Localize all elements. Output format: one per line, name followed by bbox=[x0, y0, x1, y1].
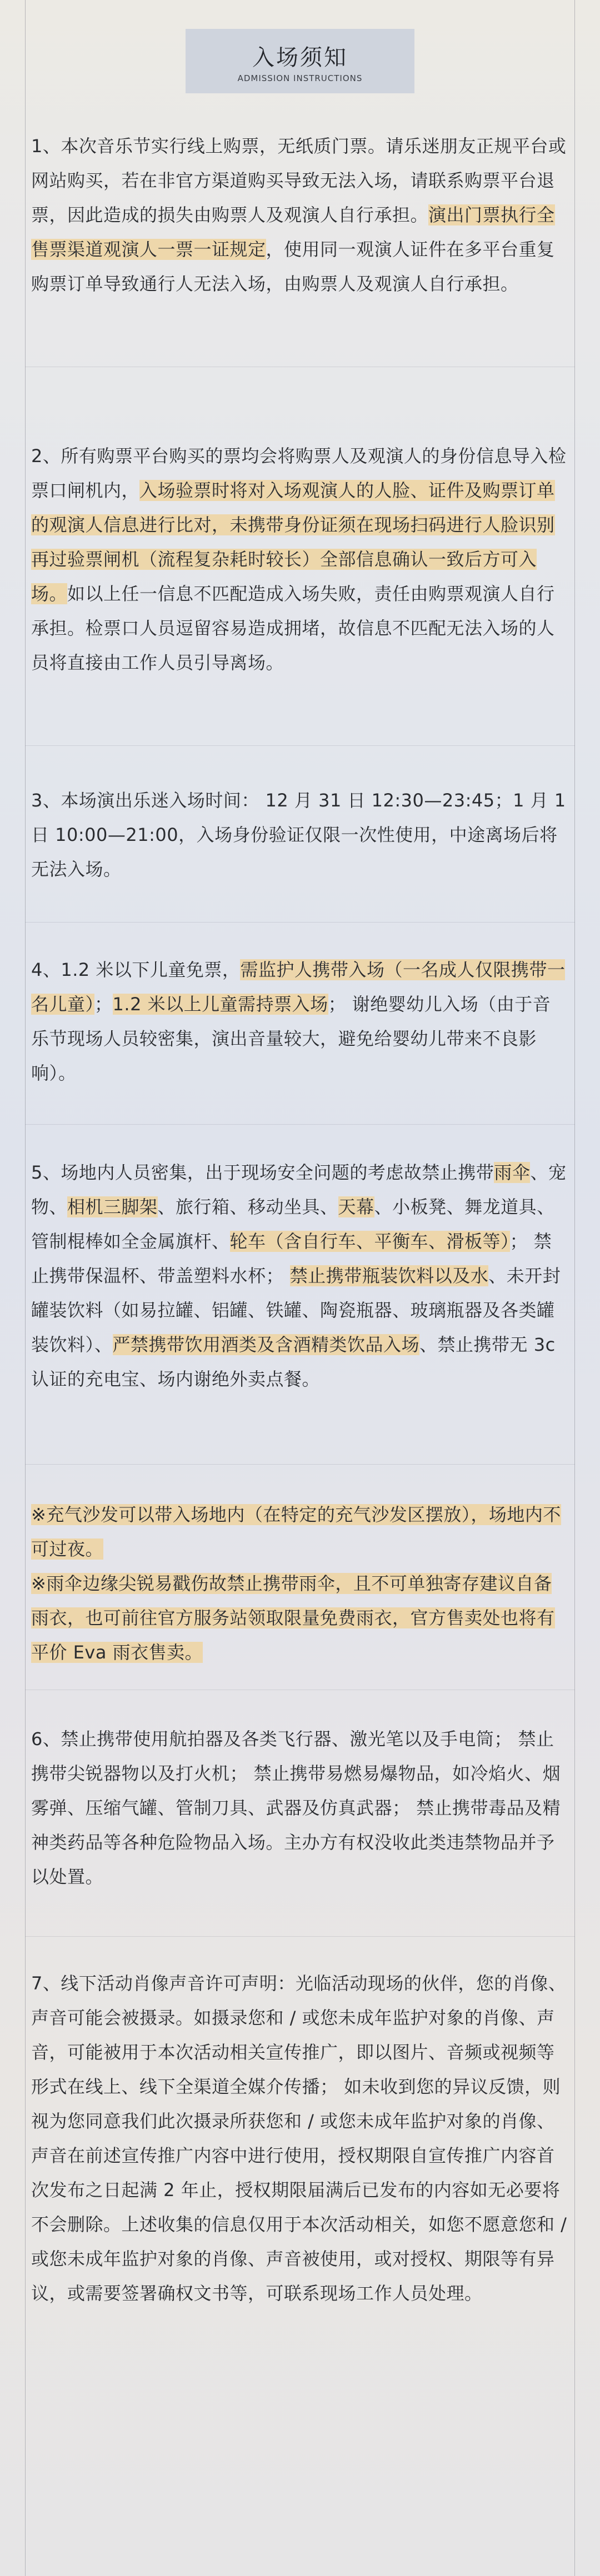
body-text: 2、所有购票平台购买的票均会将购票人及观演人的身份信息导入检票口闸机内， bbox=[31, 445, 567, 501]
highlighted-text: 需监护人携带入场（一名成人仅限携带一名儿童） bbox=[31, 959, 566, 1015]
highlighted-text: 严禁携带饮用酒类及含酒精类饮品入场 bbox=[112, 1334, 420, 1355]
section-divider bbox=[25, 1124, 575, 1125]
rule-portrait-rights bbox=[31, 1966, 567, 2311]
rule-prohibited-items bbox=[31, 1155, 567, 1396]
body-text: 5、场地内人员密集，出于现场安全问题的考虑故禁止携带 bbox=[31, 1162, 494, 1183]
highlighted-text: 雨伞 bbox=[494, 1162, 531, 1183]
highlighted-text: 禁止携带瓶装饮料以及水 bbox=[289, 1265, 489, 1286]
body-text: 、宠物、 bbox=[31, 1162, 567, 1217]
page-title: 入场须知 bbox=[252, 45, 348, 71]
section-divider bbox=[25, 1464, 575, 1465]
rule-entry-time bbox=[31, 783, 567, 886]
body-text: ； 谢绝婴幼儿入场（由于音乐节现场人员较密集，演出音量较大，避免给婴幼儿带来不良影响）。 bbox=[31, 994, 551, 1084]
highlighted-text: 入场验票时将对入场观演人的人脸、证件及购票订单的观演人信息进行比对，未携带身份证须在现场扫码进行人脸识别再过验票闸机（流程复杂耗时较长）全部信息确认一致后方可入场。 bbox=[31, 480, 555, 604]
rule-identity-verification bbox=[31, 439, 567, 680]
highlighted-text: ※雨伞边缘尖锐易戳伤故禁止携带雨伞，且不可单独寄存建议自备雨衣，也可前往官方服务站领取限量免费雨衣，官方售卖处也将有平价 Eva 雨衣售卖。 bbox=[31, 1573, 555, 1663]
rule-children-policy bbox=[31, 953, 567, 1090]
title-banner bbox=[186, 29, 414, 93]
body-text: ； 禁止携带保温杯、带盖塑料水杯； bbox=[31, 1231, 552, 1286]
highlighted-text: 演出门票执行全售票渠道观演人一票一证规定 bbox=[31, 204, 555, 260]
body-text: 3、本场演出乐迷入场时间： 12 月 31 日 12:30—23:45；1 月 1 日 10:00—21:00，入场身份验证仅限一次性使用，中途离场后将无法入场。 bbox=[31, 790, 566, 880]
body-text: ，使用同一观演人证件在多平台重复购票订单导致通行人无法入场，由购票人及观演人自行承担。 bbox=[31, 239, 555, 294]
highlighted-text: 天幕 bbox=[338, 1196, 374, 1217]
body-text: 、禁止携带无 3c 认证的充电宝、场内谢绝外卖点餐。 bbox=[31, 1334, 556, 1390]
note-inflatable-sofa bbox=[31, 1497, 567, 1566]
body-text: ； bbox=[94, 994, 113, 1015]
body-text: 、旅行箱、移动坐具、 bbox=[157, 1196, 338, 1217]
highlighted-text: 1.2 米以上儿童需持票入场 bbox=[112, 994, 328, 1015]
body-text: 1、本次音乐节实行线上购票，无纸质门票。请乐迷朋友正规平台或网站购买，若在非官方渠道购买导致无法入场，请联系购票平台退票，因此造成的损失由购票人及观演人自行承担。 bbox=[31, 136, 567, 225]
body-text: 4、1.2 米以下儿童免票， bbox=[31, 959, 241, 980]
rule-dangerous-items bbox=[31, 1722, 567, 1894]
highlighted-text: 轮车（含自行车、平衡车、滑板等） bbox=[229, 1231, 510, 1252]
note-umbrella bbox=[31, 1566, 567, 1670]
section-divider bbox=[25, 745, 575, 746]
rule-ticket-purchase bbox=[31, 129, 567, 301]
body-text: 7、线下活动肖像声音许可声明：光临活动现场的伙伴，您的肖像、声音可能会被摄录。如摄录您和 / 或您未成年监护对象的肖像、声音，可能被用于本次活动相关宣传推广，即以图片、音频或视频等形式在线上、线下全渠道全媒介传播； 如未收到您的异议反馈，则视为您同意我们此次摄录所获您和 / 或您未成年监护对象的肖像、声音在前述宣传推广内容中进行使用，授权期限自宣传推广内容首次发布之日起满 2 年止，授权期限届满后已发布的内容如无必要将不会删除。上述收集的信息仅用于本次活动相关，如您不愿意您和 / 或您未成年监护对象的肖像、声音被使用，或对授权、期限等有异议，或需要签署确权文书等，可联系现场工作人员处理。 bbox=[31, 1973, 567, 2304]
highlighted-text: 相机三脚架 bbox=[67, 1196, 158, 1217]
highlighted-text: ※充气沙发可以带入场地内（在特定的充气沙发区摆放），场地内不可过夜。 bbox=[31, 1504, 561, 1560]
body-text: 、未开封罐装饮料（如易拉罐、铝罐、铁罐、陶瓷瓶器、玻璃瓶器及各类罐装饮料）、 bbox=[31, 1265, 561, 1355]
body-text: 如以上任一信息不匹配造成入场失败，责任由购票观演人自行承担。检票口人员逗留容易造成拥堵，故信息不匹配无法入场的人员将直接由工作人员引导离场。 bbox=[31, 583, 555, 673]
section-divider bbox=[25, 922, 575, 923]
body-text: 、小板凳、舞龙道具、管制棍棒如全金属旗杆、 bbox=[31, 1196, 555, 1252]
page-subtitle: ADMISSION INSTRUCTIONS bbox=[237, 73, 363, 83]
body-text: 6、禁止携带使用航拍器及各类飞行器、激光笔以及手电筒； 禁止携带尖锐器物以及打火机； 禁止携带易燃易爆物品，如冷焰火、烟雾弹、压缩气罐、管制刀具、武器及仿真武器； 禁止携带毒品及精神类药品等各种危险物品入场。主办方有权没收此类违禁物品并予以处置。 bbox=[31, 1728, 561, 1887]
section-divider bbox=[25, 1936, 575, 1937]
